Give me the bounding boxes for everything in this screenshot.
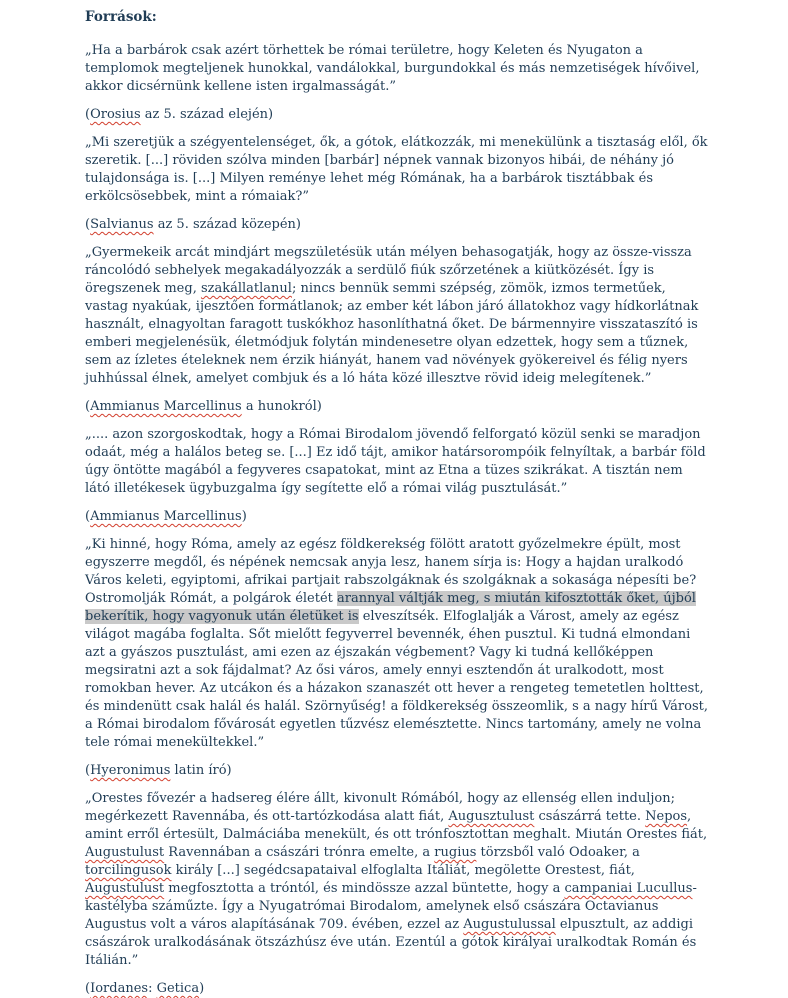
text-segment: „Ki hinné, hogy Róma, amely az egész földkerekség fölött aratott győzelmekre épült, most egyszerre megdől, és népének nemcsak anyja lesz, hanem sírja is: Hogy a hajdan uralkodó Város keleti, egyiptomi, afrikai partjait rabszolgáknak és szolgáknak a sokasága népesíti be? Ostromolják Rómát, a polgárok életét	[85, 537, 697, 606]
misspelled-word: Nepos	[645, 809, 688, 824]
text-segment: „Ha a barbárok csak azért törhettek be római területre, hogy Keleten és Nyugaton a templomok megteljenek hunokkal, vandálokkal, burgundokkal és más nemzetiségek hívőivel, akkor dicsérnünk kellene isten irgalmasságát.”	[85, 43, 700, 94]
misspelled-word: Ammianus Marcellinus	[90, 399, 242, 414]
misspelled-word: Salvianus	[90, 217, 154, 232]
text-segment: császárrá tette.	[534, 809, 646, 824]
misspelled-word: szakállatlanul	[200, 281, 292, 296]
quote-hyeronimus[interactable]	[85, 536, 710, 752]
selected-text: arannyal váltják meg, s miután kifosztották őket, újból bekerítik, hogy vagyonuk után életüket is	[85, 591, 696, 624]
text-segment: )	[199, 981, 205, 996]
source-ammianus-hunok[interactable]	[85, 398, 710, 416]
source-ammianus[interactable]	[85, 508, 710, 526]
quote-ammianus-hunok[interactable]	[85, 244, 710, 388]
misspelled-word: Ammianus Marcellinus	[90, 509, 242, 524]
text-segment: , amint erről értesült, Dalmáciába menekült, és ott trónfosztottan meghalt. Miután Orestes fiát,	[85, 809, 708, 842]
document-heading: Források:	[85, 9, 157, 25]
text-segment: a hunokról)	[241, 399, 322, 414]
document-body	[85, 42, 710, 998]
text-segment: „Mi szeretjük a szégyentelenséget, ők, a gótok, elátkozzák, mi menekülünk a tisztaság elől, ők szeretik. [...] röviden szólva minden [barbár] népnek vannak bizonyos hibái, de néhány jó tulajdonsága is. [...] Milyen reménye lehet még Rómának, ha a barbárok tisztábbak és erkölcsösebbek, mint a rómaiak?”	[85, 135, 708, 204]
text-segment: „Orestes fővezér a hadsereg élére állt, kivonult Rómából, hogy az ellenség ellen induljon; megérkezett Ravennába, és ott-tartózkodása alatt fiát,	[85, 791, 676, 824]
text-segment: ; nincs bennük semmi szépség, zömök, izmos termetűek, vastag nyakúak, ijesztően formátlanok; az ember két lábon járó állatokhoz vagy hídkorlátnak használt, elnagyoltan faragott tuskókhoz hasonlíthatná őket. De bármennyire visszataszító is emberi megjelenésük, életmódjuk folytán mindenesetre olyan edzettek, hogy sem a tűznek, sem az ízletes ételeknek nem érzik hiányát, hanem vad növények gyökereivel és félig nyers juhhússal élnek, amelyet combjuk és a ló háta közé illesztve rövid ideig melegítenek.”	[85, 281, 699, 386]
text-segment: )	[241, 509, 247, 524]
source-orosius[interactable]	[85, 106, 710, 124]
text-segment: (	[85, 107, 91, 122]
text-segment: „.... azon szorgoskodtak, hogy a Római Birodalom jövendő felforgató közül senki se maradjon odaát, még a halálos beteg se. [...] Ez idő tájt, amikor határsorompóik felnyíltak, a barbár föld úgy öntötte magából a fegyveres csapatokat, mint az Etna a tüzes szikrákat. A tisztán nem látó illetékesek ügybuzgalma így segítette elő a római világ pusztulását.”	[85, 427, 706, 496]
quote-orosius[interactable]	[85, 42, 710, 96]
misspelled-word: Augusztulust	[448, 809, 535, 824]
misspelled-word: campaniai Lucullus	[564, 881, 693, 896]
misspelled-word: Iordanes	[90, 981, 149, 996]
quote-salvianus[interactable]	[85, 134, 710, 206]
source-salvianus[interactable]	[85, 216, 710, 234]
misspelled-word: Augustulust	[85, 881, 165, 896]
text-segment: „Gyermekeik arcát mindjárt megszületésük után mélyen behasogatják, hogy az össze-vissza ráncolódó sebhelyek megakadályozzák a serdülő fiúk szőrzetének a kiütközését. Így is öregszenek meg,	[85, 245, 692, 296]
text-segment: megfosztotta a tróntól, és mindössze azzal büntette, hogy a	[164, 881, 565, 896]
misspelled-word: rugius	[434, 845, 477, 860]
misspelled-word: Augustulussal	[463, 917, 556, 932]
text-segment: elveszítsék. Elfoglalják a Várost, amely az egész világot magába foglalta. Sőt mielőtt fegyverrel bevennék, éhen pusztul. Ki tudná elmondani azt a gyászos pusztulást, ami ezen az éjszakán végbement? Vagy ki tudná kellőképpen megsiratni azt a sok fájdalmat? Az ősi város, amely ennyi esztendőn át uralkodott, most romokban hever. Az utcákon és a házakon szanaszét ott hever a rengeteg temetetlen holttest, és mindenütt csak halál és halál. Szörnyűség! a földkerekség összeomlik, s a nagy hírű Várost, a Római birodalom fővárosát egyetlen tűzvész elemésztette. Nincs tartomány, amely ne volna tele római menekültekkel.”	[85, 609, 708, 750]
quote-ammianus[interactable]	[85, 426, 710, 498]
misspelled-word: Hyeronimus	[90, 763, 171, 778]
misspelled-word: Orosius	[90, 107, 141, 122]
text-segment: az 5. század közepén)	[153, 217, 301, 232]
text-segment: az 5. század elején)	[140, 107, 274, 122]
misspelled-word: Augustulust	[85, 845, 165, 860]
text-segment: (	[85, 399, 91, 414]
text-segment: :	[148, 981, 157, 996]
source-iordanes[interactable]	[85, 980, 710, 998]
text-segment: törzsből való Odoaker, a	[476, 845, 640, 860]
text-segment: (	[85, 981, 91, 996]
misspelled-word: torcilingusok	[85, 863, 172, 878]
source-hyeronimus[interactable]	[85, 762, 710, 780]
text-segment: latin író)	[170, 763, 232, 778]
text-segment: -kastélyba száműzte. Így a Nyugatrómai Birodalom, amelynek első császára Octavianus Augustus volt a város alapításának 709. évében, ezzel az	[85, 881, 697, 932]
misspelled-word: Getica	[156, 981, 200, 996]
text-segment: (	[85, 763, 91, 778]
text-segment: Ravennában a császári trónra emelte, a	[164, 845, 435, 860]
text-segment: elpusztult, az addigi császárok uralkodásának ötszázhúsz éve után. Ezentúl a gótok királyai uralkodtak Román és Itálián.”	[85, 917, 697, 968]
text-segment: király [...] segédcsapataival elfoglalta Itáliát, megölette Orestest, fiát,	[171, 863, 635, 878]
text-segment: (	[85, 217, 91, 232]
text-segment: (	[85, 509, 91, 524]
quote-iordanes[interactable]	[85, 790, 710, 970]
